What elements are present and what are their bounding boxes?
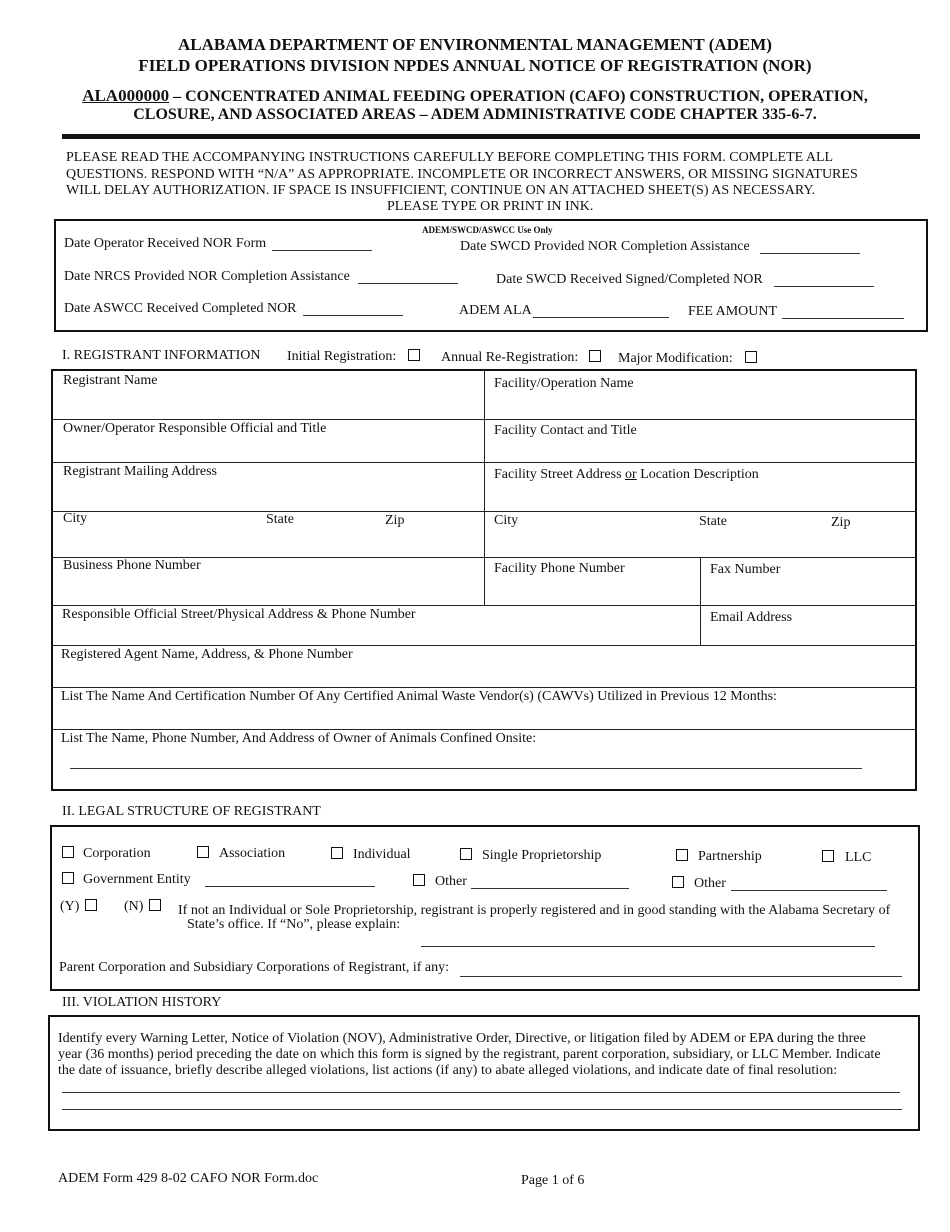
partnership-checkbox[interactable] <box>676 849 688 861</box>
header-line-3 <box>0 86 950 107</box>
major-modification-label: Major Modification: <box>618 351 733 366</box>
use-only-title: ADEM/SWCD/ASWCC Use Only <box>422 225 553 235</box>
owner-animals-label: List The Name, Phone Number, And Address of Owner of Animals Confined Onsite: <box>61 731 537 746</box>
instructions-line-3: WILL DELAY AUTHORIZATION. IF SPACE IS INSUFFICIENT, CONTINUE ON AN ATTACHED SHEET(S) AS NECESSARY. <box>66 183 816 198</box>
email-label: Email Address <box>710 610 793 625</box>
initial-registration-checkbox[interactable] <box>408 349 420 361</box>
association-checkbox[interactable] <box>197 846 209 858</box>
fee-amount-field[interactable] <box>782 318 904 319</box>
adem-ala-label: ADEM ALA <box>459 303 532 318</box>
date-swcd-assist-field[interactable] <box>760 253 860 254</box>
owner-animals-field[interactable] <box>70 768 862 769</box>
date-operator-label: Date Operator Received NOR Form <box>64 236 267 251</box>
facility-street-text-1: Facility Street Address <box>494 467 626 482</box>
other-2-label: Other <box>694 876 726 891</box>
registrant-city-label: City <box>63 511 88 526</box>
corporation-label: Corporation <box>83 846 151 861</box>
instructions-line-1: PLEASE READ THE ACCOMPANYING INSTRUCTIONS CAREFULLY BEFORE COMPLETING THIS FORM. COMPLETE ALL <box>66 150 834 165</box>
registered-agent-label: Registered Agent Name, Address, & Phone Number <box>61 647 353 662</box>
instructions-line-2: QUESTIONS. RESPOND WITH “N/A” AS APPROPRIATE. INCOMPLETE OR INCORRECT ANSWERS, OR MISSING SIGNATURES <box>66 167 858 182</box>
mailing-address-label: Registrant Mailing Address <box>63 464 217 479</box>
violation-field-1[interactable] <box>62 1092 900 1093</box>
facility-city-label: City <box>494 513 519 528</box>
sole-proprietorship-checkbox[interactable] <box>460 848 472 860</box>
other-1-checkbox[interactable] <box>413 874 425 886</box>
facility-contact-label: Facility Contact and Title <box>494 423 637 438</box>
facility-street-label <box>494 467 759 483</box>
standing-text-line-1: If not an Individual or Sole Proprietorship, registrant is properly registered and in good standing with the Alabama Secretary of <box>178 903 891 918</box>
grid-row-6 <box>53 645 916 646</box>
header-rule <box>62 134 920 139</box>
violation-field-2[interactable] <box>62 1109 902 1110</box>
violation-text-line-1: Identify every Warning Letter, Notice of Violation (NOV), Administrative Order, Directive, or litigation filed by ADEM or EPA during the three <box>58 1031 866 1046</box>
date-swcd-received-field[interactable] <box>774 286 874 287</box>
individual-checkbox[interactable] <box>331 847 343 859</box>
other-2-checkbox[interactable] <box>672 876 684 888</box>
facility-street-text-2: Location Description <box>636 467 759 482</box>
major-modification-checkbox[interactable] <box>745 351 757 363</box>
fee-amount-label: FEE AMOUNT <box>688 304 778 319</box>
grid-row-7 <box>53 687 916 688</box>
parent-corporation-field[interactable] <box>460 976 902 977</box>
official-address-label: Responsible Official Street/Physical Address & Phone Number <box>62 607 416 622</box>
violation-text-line-2: year (36 months) period preceding the date on which this form is signed by the registrant, parent corporation, subsidiary, or LLC Member. Indicate <box>58 1047 881 1062</box>
facility-name-label: Facility/Operation Name <box>494 376 634 391</box>
facility-zip-label: Zip <box>831 515 851 530</box>
partnership-label: Partnership <box>698 849 762 864</box>
government-label: Government Entity <box>83 872 191 887</box>
date-nrcs-assist-field[interactable] <box>358 283 458 284</box>
date-swcd-assist-label: Date SWCD Provided NOR Completion Assistance <box>460 239 750 254</box>
other-1-label: Other <box>435 874 467 889</box>
section1-title: I. REGISTRANT INFORMATION <box>62 348 261 363</box>
instructions-line-4: PLEASE TYPE OR PRINT IN INK. <box>387 199 594 214</box>
header-line-1: ALABAMA DEPARTMENT OF ENVIRONMENTAL MANAGEMENT (ADEM) <box>178 35 772 54</box>
header-line-2: FIELD OPERATIONS DIVISION NPDES ANNUAL NOTICE OF REGISTRATION (NOR) <box>138 56 812 75</box>
date-operator-field[interactable] <box>272 250 372 251</box>
standing-text-line-2: State’s office. If “No”, please explain: <box>187 917 401 932</box>
business-phone-label: Business Phone Number <box>63 558 201 573</box>
other-2-field[interactable] <box>731 890 887 891</box>
no-checkbox[interactable] <box>149 899 161 911</box>
yes-checkbox[interactable] <box>85 899 97 911</box>
registrant-state-label: State <box>266 512 294 527</box>
grid-row-5 <box>53 605 916 606</box>
section3-title: III. VIOLATION HISTORY <box>62 995 222 1010</box>
footer-page-number: Page 1 of 6 <box>521 1173 585 1188</box>
date-aswcc-field[interactable] <box>303 315 403 316</box>
cawv-label: List The Name And Certification Number Of Any Certified Animal Waste Vendor(s) (CAWVs) Utilized in Previous 12 Months: <box>61 689 777 704</box>
individual-label: Individual <box>353 847 411 862</box>
government-field[interactable] <box>205 886 375 887</box>
initial-registration-label: Initial Registration: <box>287 349 397 364</box>
facility-state-label: State <box>699 514 727 529</box>
llc-checkbox[interactable] <box>822 850 834 862</box>
header-line-4: CLOSURE, AND ASSOCIATED AREAS – ADEM ADMINISTRATIVE CODE CHAPTER 335-6-7. <box>133 106 817 123</box>
annual-reregistration-label: Annual Re-Registration: <box>441 350 579 365</box>
annual-reregistration-checkbox[interactable] <box>589 350 601 362</box>
corporation-checkbox[interactable] <box>62 846 74 858</box>
header-line-3-text: – CONCENTRATED ANIMAL FEEDING OPERATION (CAFO) CONSTRUCTION, OPERATION, <box>169 88 868 105</box>
no-label: (N) <box>124 899 144 914</box>
llc-label: LLC <box>845 850 872 865</box>
parent-corporation-label: Parent Corporation and Subsidiary Corporations of Registrant, if any: <box>59 960 449 975</box>
violation-text-line-3: the date of issuance, briefly describe alleged violations, list actions (if any) to abate alleged violations, and indicate date of final resolution: <box>58 1063 838 1078</box>
grid-col-divider <box>484 371 485 605</box>
grid-row-8 <box>53 729 916 730</box>
fax-label: Fax Number <box>710 562 781 577</box>
explain-field[interactable] <box>421 946 875 947</box>
footer-form-id: ADEM Form 429 8-02 CAFO NOR Form.doc <box>58 1171 319 1186</box>
sole-proprietorship-label: Single Proprietorship <box>482 848 602 863</box>
grid-col-divider-fax <box>700 557 701 645</box>
government-checkbox[interactable] <box>62 872 74 884</box>
adem-ala-field[interactable] <box>533 317 669 318</box>
yes-label: (Y) <box>60 899 80 914</box>
association-label: Association <box>219 846 286 861</box>
registrant-name-label: Registrant Name <box>63 373 158 388</box>
section2-title: II. LEGAL STRUCTURE OF REGISTRANT <box>62 804 321 819</box>
other-1-field[interactable] <box>471 888 629 889</box>
date-swcd-received-label: Date SWCD Received Signed/Completed NOR <box>496 272 763 287</box>
permit-id: ALA000000 <box>82 86 170 105</box>
registrant-zip-label: Zip <box>385 513 405 528</box>
owner-official-label: Owner/Operator Responsible Official and Title <box>63 421 327 436</box>
facility-phone-label: Facility Phone Number <box>494 561 625 576</box>
date-nrcs-assist-label: Date NRCS Provided NOR Completion Assistance <box>64 269 350 284</box>
facility-street-or: or <box>625 467 637 482</box>
date-aswcc-label: Date ASWCC Received Completed NOR <box>64 301 297 316</box>
